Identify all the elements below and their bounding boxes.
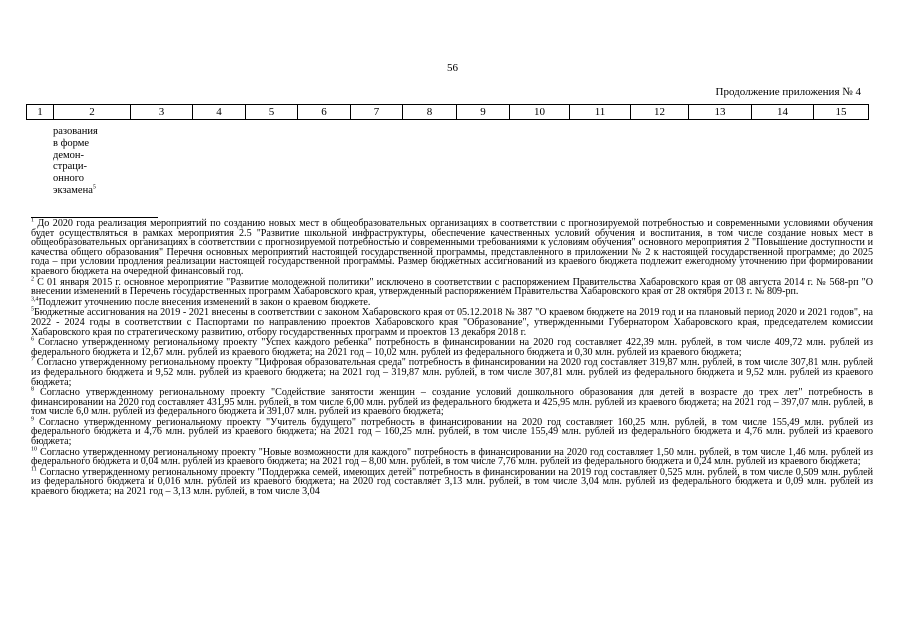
column-number-cell: 11: [570, 105, 631, 120]
footnote-5: [31, 308, 873, 337]
footnote-7: [31, 358, 873, 387]
footnote-text: Бюджетные ассигнования на 2019 - 2021 внесены в соответствии с законом Хабаровского края от 05.12.2018 № 387 "О краевом бюджете на 2019 год и на плановый период 2020 и 2021 годов", на 2022 - 2024 годы в соответствии с Паспортами по направлению проектов Хабаровского края "Образование", утвержденными Губернатором Хабаровского края, председателем комиссии Хабаровского края по стратегическому развитию, отбору государственных программ и проектов 13 декабря 2018 г.: [31, 307, 873, 338]
footnote-11: [31, 468, 873, 497]
cell-text-line: в форме: [53, 137, 90, 149]
footnote-text: Подлежит уточнению после внесения изменений в закон о краевом бюджете.: [38, 296, 371, 308]
cell-text-fragment: экзамена: [53, 184, 93, 196]
column-number-cell: 2: [54, 105, 131, 120]
cell-text-line: разования: [53, 126, 98, 137]
footnote-text: Согласно утвержденному региональному проекту "Новые возможности для каждого" потребность в финансировании на 2020 год составляет 1,50 млн. рублей, в том числе 1,46 млн. рублей из федерального бюджета и 0,04 млн. рублей из краевого бюджета; на 2021 год – 8,00 млн. рублей, в том числе 7,76 млн. рублей из федерального бюджета и 0,24 млн. рублей из краевого бюджета;: [31, 446, 873, 468]
footnote-text: Согласно утвержденному региональному проекту "Цифровая образовательная среда" потребность в финансировании на 2020 год составляет 319,87 млн. рублей, в том числе 307,81 млн. рублей из федерального бюджета и 9,52 млн. рублей из краевого бюджета; на 2021 год – 319,87 млн. рублей, в том числе 307,81 млн. рублей из федерального бюджета и 9,52 млн. рублей из краевого бюджета;: [31, 357, 873, 388]
column-number-cell: 5: [246, 105, 298, 120]
footnote-mark: 8: [31, 386, 34, 393]
appendix-continuation-label: Продолжение приложения № 4: [715, 86, 861, 98]
footnote-text: Согласно утвержденному региональному проекту "Поддержка семей, имеющих детей" потребность в финансировании на 2019 год составляет 0,525 млн. рублей, в том числе 0,509 млн. рублей из федерального бюджета и 0,016 млн. рублей из краевого бюджета; на 2020 год составляет 3,13 млн. рублей, в том числе 3,04 млн. рублей из федерального бюджета и 0,09 млн. рублей из краевого бюджета; на 2021 год – 3,13 млн. рублей, в том числе 3,04: [31, 466, 873, 498]
footnote-text: Согласно утвержденному региональному проекту "Учитель будущего" потребность в финансировании на 2020 год составляет 160,25 млн. рублей, в том числе 155,49 млн. рублей из федерального бюджета и 4,76 млн. рублей из краевого бюджета; на 2021 год – 160,25 млн. рублей, в том числе 155,49 млн. рублей из федерального бюджета и 4,76 млн. рублей из краевого бюджета;: [31, 416, 873, 448]
header-row: [27, 105, 869, 120]
footnote-3-4: [31, 298, 873, 308]
column-number-cell: 4: [193, 105, 246, 120]
footnote-reference: 5: [92, 184, 96, 191]
footnote-mark: 2: [31, 276, 34, 283]
footnote-10: [31, 448, 873, 467]
cell-text-line: демон-: [53, 149, 85, 161]
footnote-text: Согласно утвержденному региональному проекту "Успех каждого ребенка" потребность в финансировании на 2020 год составляет 422,39 млн. рублей, в том числе 409,72 млн. рублей из федерального бюджета и 12,67 млн. рублей из краевого бюджета; на 2021 год – 10,02 млн. рублей из федерального бюджета и 0,30 млн. рублей из краевого бюджета;: [31, 337, 873, 358]
footnote-mark: 5: [31, 306, 34, 313]
footnote-mark: 10: [31, 446, 37, 453]
page-number: 56: [447, 62, 458, 74]
footnote-8: [31, 388, 873, 417]
footnote-2: [31, 278, 873, 297]
footnote-mark: 7: [31, 356, 34, 363]
footnote-mark: 6: [31, 336, 34, 343]
column-number-cell: 1: [27, 105, 54, 120]
column-number-cell: 13: [689, 105, 752, 120]
footnote-mark: 1: [31, 217, 34, 224]
cell-text-line: онного: [53, 173, 85, 185]
cell-text-line: страци-: [53, 161, 88, 173]
table-cell-continued-text: [53, 126, 113, 197]
column-number-cell: 14: [752, 105, 814, 120]
footnote-mark: 9: [31, 416, 34, 423]
column-number-cell: 12: [631, 105, 689, 120]
column-number-cell: 8: [403, 105, 457, 120]
column-number-header-table: [26, 104, 869, 120]
footnote-1: [31, 219, 873, 277]
footnote-6: [31, 338, 873, 357]
column-number-cell: 6: [298, 105, 351, 120]
cell-text-line-last: [53, 185, 113, 197]
footnote-mark: 3,4: [31, 296, 39, 303]
footnote-text: С 01 января 2015 г. основное мероприятие "Развитие молодежной политики" исключено в соответствии с распоряжением Правительства Хабаровского края от 08 августа 2014 г. № 568-рп "О внесении изменений в Перечень государственных программ Хабаровского края, утвержденный распоряжением Правительства Хабаровского края от 28 октября 2013 г. № 809-рп.: [31, 276, 873, 298]
footnote-9: [31, 418, 873, 447]
footnote-mark: 11: [31, 466, 37, 473]
column-number-cell: 15: [814, 105, 869, 120]
footnotes-section: [31, 219, 873, 498]
column-number-cell: 9: [457, 105, 510, 120]
column-number-cell: 3: [131, 105, 193, 120]
footnote-text: До 2020 года реализация мероприятий по созданию новых мест в общеобразовательных организациях в соответствии с прогнозируемой потребностью и современными условиями обучения будет осуществляться в рамках мероприятия 2.5 "Развитие школьной инфраструктуры, обеспечение качественных условий обучения и воспитания, в том числе создание новых мест в общеобразовательных организациях в соответствии с прогнозируемой потребностью и современными требованиями к условиям обучения" основного мероприятия 2 "Повышение доступности и качества общего образования" Перечня основных мероприятий настоящей государственной программы, представленного в приложении № 2 к настоящей государственной программе; до 2025 года – при условии продления реализации настоящей государственной программы. Размер бюджетных ассигнований из краевого бюджета подлежит ежегодному уточнению при формировании краевого бюджета на очередной финансовый год.: [31, 218, 873, 277]
column-number-cell: 10: [510, 105, 570, 120]
footnote-text: Согласно утвержденному региональному проекту "Содействие занятости женщин – создание условий дошкольного образования для детей в возрасте до трех лет" потребность в финансировании на 2020 год составляет 431,95 млн. рублей, в том числе 6,00 млн. рублей из федерального бюджета и 425,95 млн. рублей из краевого бюджета; на 2021 год – 397,07 млн. рублей, в том числе 6,0 млн. рублей из федерального бюджета и 391,07 млн. рублей из краевого бюджета;: [31, 387, 873, 418]
column-number-cell: 7: [351, 105, 403, 120]
